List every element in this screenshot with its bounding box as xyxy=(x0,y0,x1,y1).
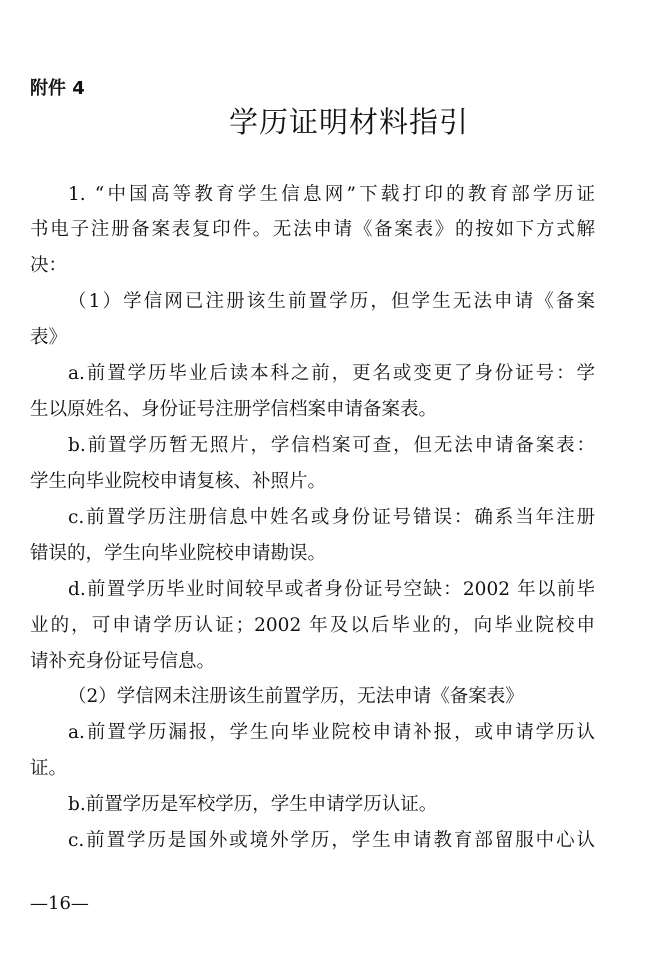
body-line: 1. “中国高等教育学生信息网”下载打印的教育部学历证 xyxy=(68,184,595,205)
body-line: c.前置学历注册信息中姓名或身份证号错误：确系当年注册 xyxy=(68,507,595,528)
body-line: 证。 xyxy=(30,758,68,779)
body-line: 生以原姓名、身份证号注册学信档案申请备案表。 xyxy=(30,399,438,420)
body-line: 业的，可申请学历认证；2002 年及以后毕业的，向毕业院校申 xyxy=(30,615,595,636)
body-line: 请补充身份证号信息。 xyxy=(30,651,216,672)
body-line: a.前置学历毕业后读本科之前，更名或变更了身份证号：学 xyxy=(68,363,595,384)
page-number: —16— xyxy=(30,893,89,914)
body-line: b.前置学历是军校学历，学生申请学历认证。 xyxy=(68,794,438,815)
body-line: b.前置学历暂无照片，学信档案可查，但无法申请备案表： xyxy=(68,435,595,456)
body-line: 错误的，学生向毕业院校申请勘误。 xyxy=(30,543,327,564)
body-line: 决： xyxy=(30,255,68,276)
body-line: （1）学信网已注册该生前置学历，但学生无法申请《备案 xyxy=(68,291,595,312)
body-line: （2）学信网未注册该生前置学历，无法申请《备案表》 xyxy=(68,686,524,707)
body-line: 书电子注册备案表复印件。无法申请《备案表》的按如下方式解 xyxy=(30,219,595,240)
document-title: 学历证明材料指引 xyxy=(228,105,469,139)
body-line: c.前置学历是国外或境外学历，学生申请教育部留服中心认 xyxy=(68,830,595,851)
attachment-label: 附件 4 xyxy=(30,78,85,99)
body-line: d.前置学历毕业时间较早或者身份证号空缺：2002 年以前毕 xyxy=(68,579,595,600)
body-line: 表》 xyxy=(30,327,68,348)
body-line: a.前置学历漏报，学生向毕业院校申请补报，或申请学历认 xyxy=(68,722,595,743)
body-line: 学生向毕业院校申请复核、补照片。 xyxy=(30,471,327,492)
